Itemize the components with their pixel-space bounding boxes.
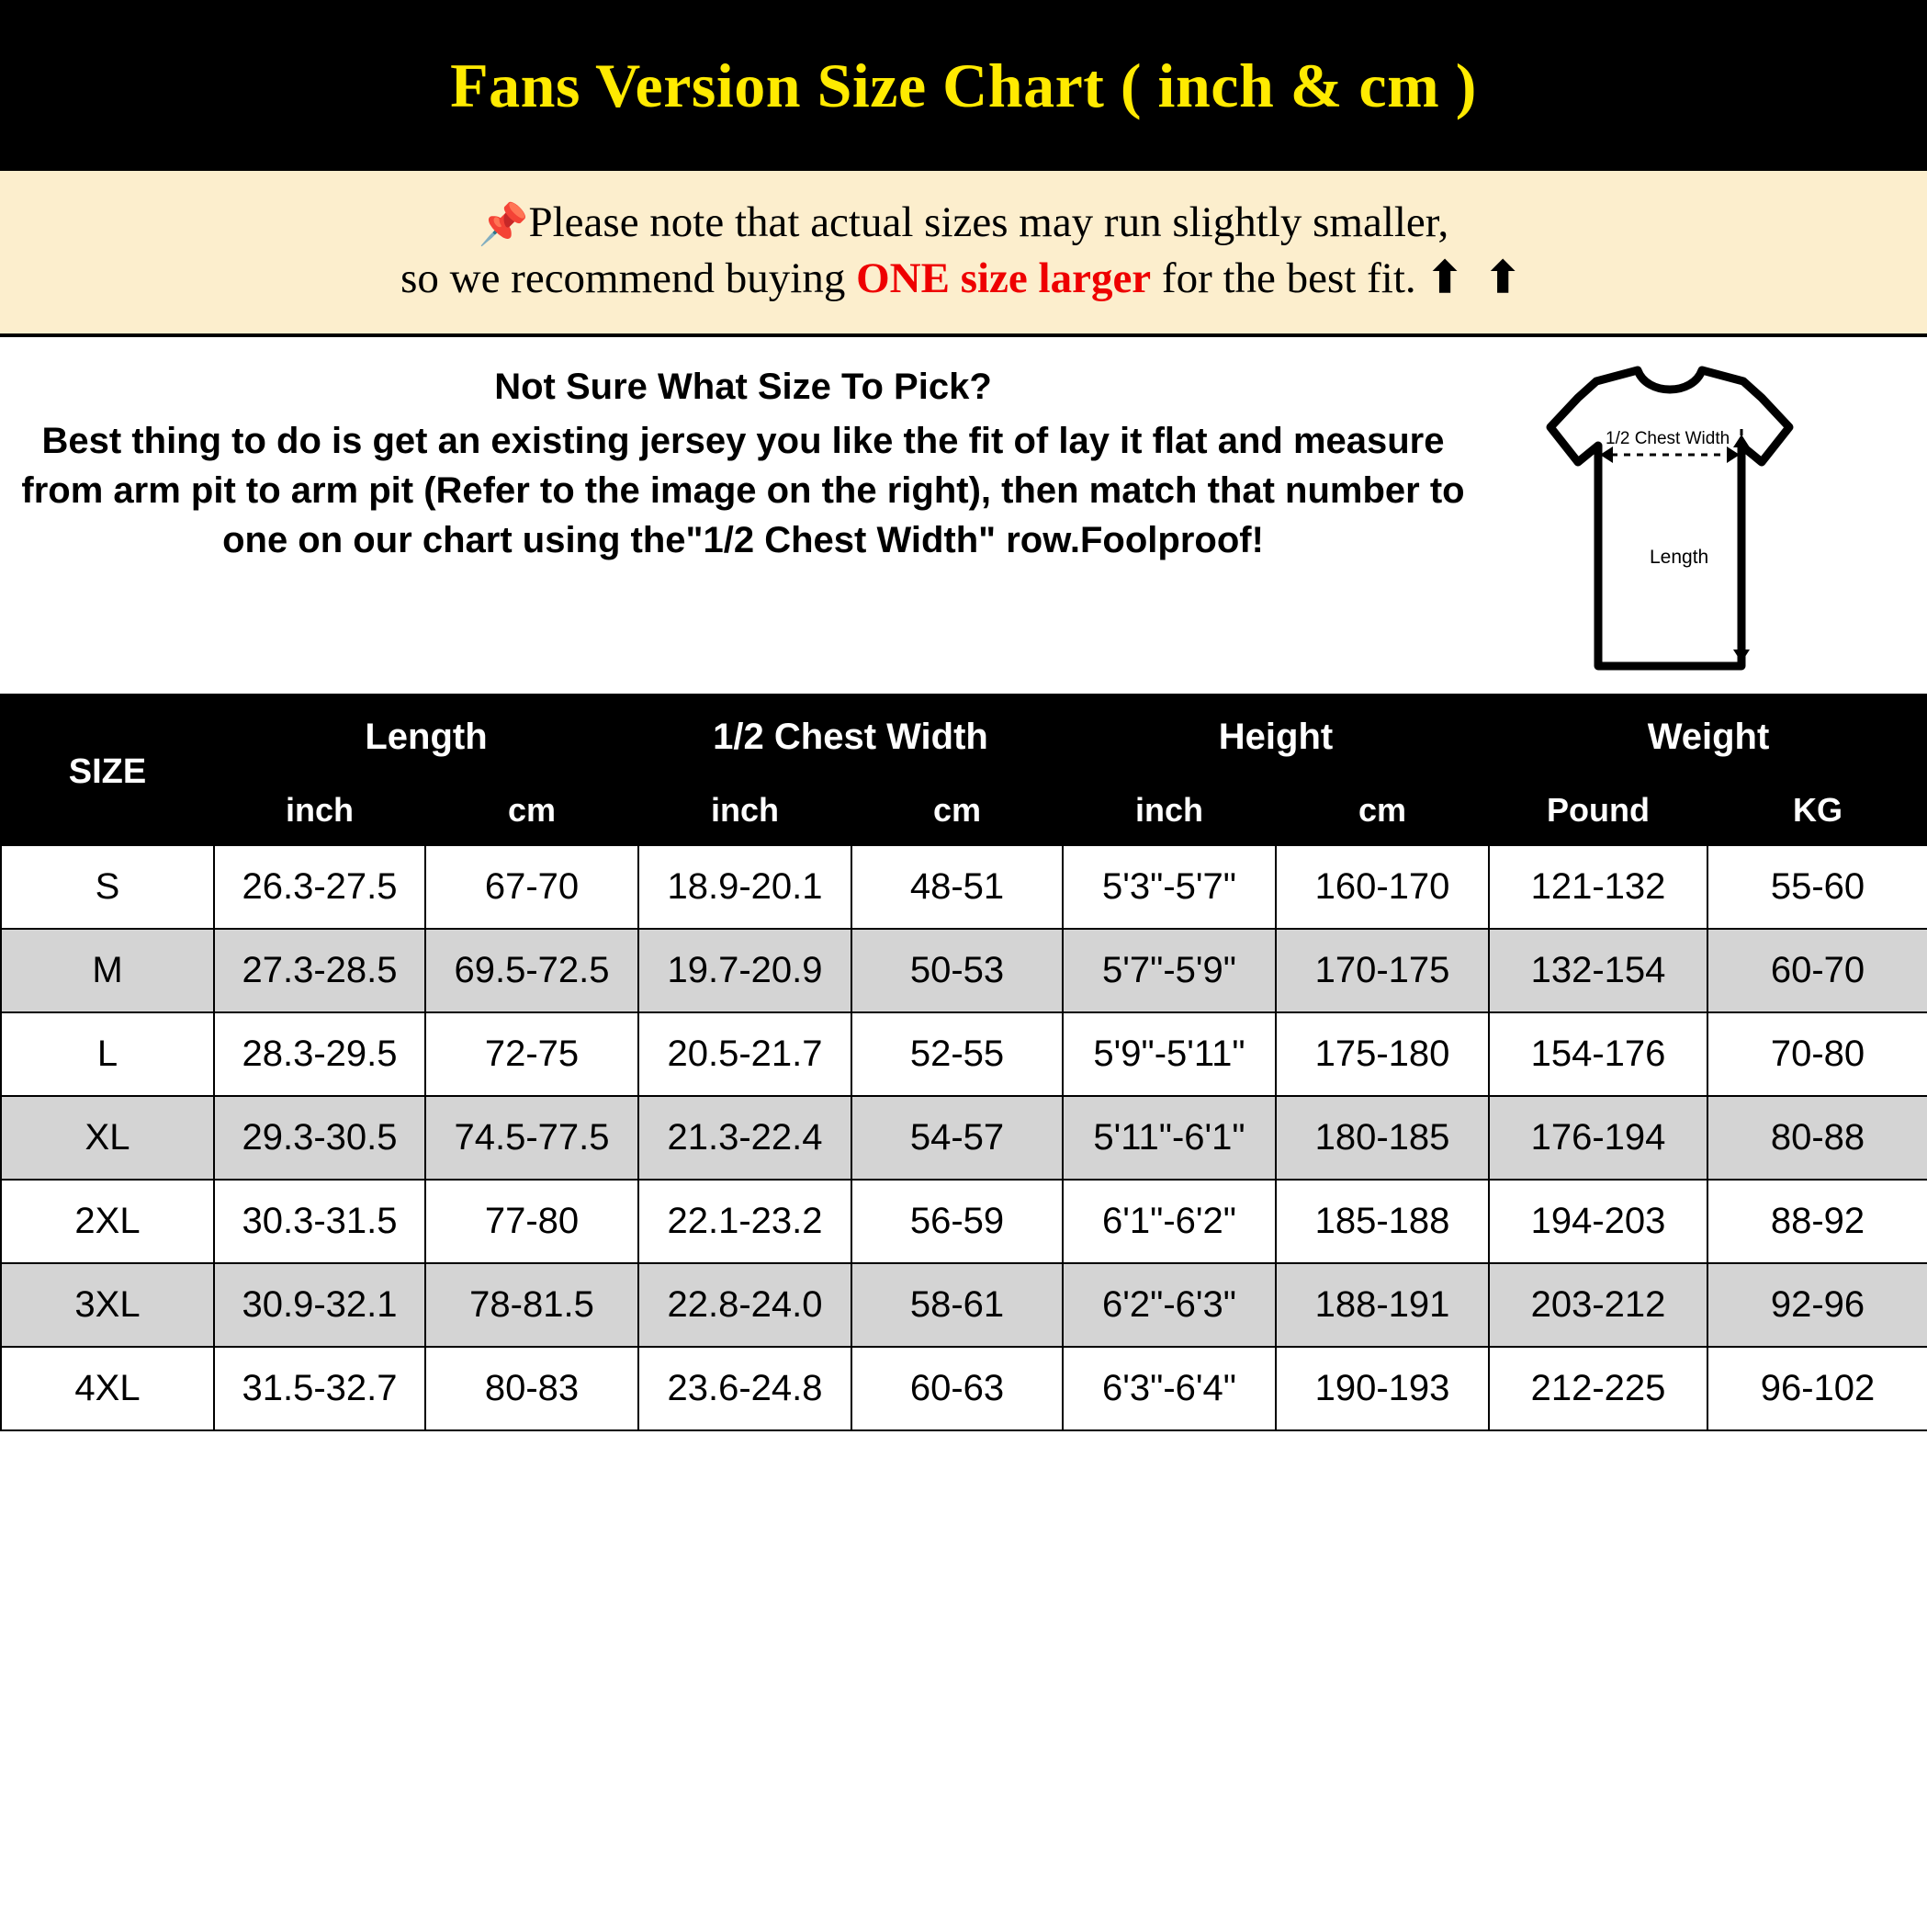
table-row	[1, 845, 1927, 929]
cell-weight-pound: 176-194	[1489, 1096, 1707, 1180]
table-group-header-row	[1, 699, 1927, 775]
cell-height-inch: 5'11"-6'1"	[1063, 1096, 1276, 1180]
cell-chest-inch: 22.1-23.2	[638, 1180, 851, 1263]
sizing-help-section	[0, 337, 1927, 698]
cell-height-cm: 170-175	[1276, 929, 1489, 1012]
table-row	[1, 1180, 1927, 1263]
chart-title-bar	[0, 0, 1927, 171]
cell-height-inch: 5'9"-5'11"	[1063, 1012, 1276, 1096]
cell-height-cm: 180-185	[1276, 1096, 1489, 1180]
table-row	[1, 1263, 1927, 1347]
header-height-inch: inch	[1063, 775, 1276, 845]
cell-chest-cm: 56-59	[851, 1180, 1063, 1263]
header-length-inch: inch	[214, 775, 425, 845]
cell-length-inch: 27.3-28.5	[214, 929, 425, 1012]
cell-weight-pound: 194-203	[1489, 1180, 1707, 1263]
chest-measure-label: 1/2 Chest Width	[1606, 429, 1730, 449]
table-body	[1, 845, 1927, 1430]
cell-length-cm: 69.5-72.5	[425, 929, 638, 1012]
up-arrows-icon: ⬆ ⬆	[1426, 254, 1527, 303]
cell-weight-kg: 96-102	[1707, 1347, 1927, 1430]
help-heading: Not Sure What Size To Pick?	[494, 367, 992, 408]
cell-chest-cm: 48-51	[851, 845, 1063, 929]
cell-chest-cm: 58-61	[851, 1263, 1063, 1347]
cell-size: 3XL	[1, 1263, 214, 1347]
header-height-cm: cm	[1276, 775, 1489, 845]
cell-height-cm: 190-193	[1276, 1347, 1489, 1430]
cell-length-cm: 78-81.5	[425, 1263, 638, 1347]
cell-size: L	[1, 1012, 214, 1096]
cell-chest-cm: 60-63	[851, 1347, 1063, 1430]
note-text-2b: for the best fit.	[1151, 254, 1416, 303]
header-group-length: Length	[214, 699, 638, 775]
cell-size: XL	[1, 1096, 214, 1180]
note-text-1: Please note that actual sizes may run slightly smaller,	[528, 198, 1449, 246]
header-weight-kg: KG	[1707, 775, 1927, 845]
cell-length-inch: 30.3-31.5	[214, 1180, 425, 1263]
cell-weight-pound: 212-225	[1489, 1347, 1707, 1430]
cell-chest-cm: 54-57	[851, 1096, 1063, 1180]
cell-height-cm: 175-180	[1276, 1012, 1489, 1096]
cell-height-inch: 6'1"-6'2"	[1063, 1180, 1276, 1263]
cell-weight-kg: 88-92	[1707, 1180, 1927, 1263]
tshirt-diagram	[1486, 357, 1927, 684]
cell-chest-inch: 22.8-24.0	[638, 1263, 851, 1347]
help-body: Best thing to do is get an existing jersey you like the fit of lay it flat and measure from arm pit to arm pit (Refer to the image on the right), then match that number to one on our chart using the"1/2 Chest Width" row.Foolproof!	[21, 421, 1465, 560]
cell-length-inch: 26.3-27.5	[214, 845, 425, 929]
cell-length-inch: 29.3-30.5	[214, 1096, 425, 1180]
header-chest-cm: cm	[851, 775, 1063, 845]
cell-size: 4XL	[1, 1347, 214, 1430]
page-title: Fans Version Size Chart ( inch & cm )	[450, 50, 1477, 120]
header-chest-inch: inch	[638, 775, 851, 845]
cell-chest-cm: 52-55	[851, 1012, 1063, 1096]
cell-weight-pound: 132-154	[1489, 929, 1707, 1012]
cell-length-cm: 72-75	[425, 1012, 638, 1096]
header-length-cm: cm	[425, 775, 638, 845]
header-group-height: Height	[1063, 699, 1489, 775]
cell-height-inch: 5'7"-5'9"	[1063, 929, 1276, 1012]
cell-height-cm: 185-188	[1276, 1180, 1489, 1263]
cell-height-cm: 160-170	[1276, 845, 1489, 929]
cell-size: M	[1, 929, 214, 1012]
header-weight-pound: Pound	[1489, 775, 1707, 845]
pushpin-icon: 📌	[478, 202, 529, 247]
size-chart-table	[0, 698, 1927, 1431]
cell-length-cm: 67-70	[425, 845, 638, 929]
cell-chest-inch: 20.5-21.7	[638, 1012, 851, 1096]
cell-length-cm: 80-83	[425, 1347, 638, 1430]
cell-height-cm: 188-191	[1276, 1263, 1489, 1347]
cell-chest-inch: 21.3-22.4	[638, 1096, 851, 1180]
length-measure-label: Length	[1650, 547, 1709, 569]
cell-weight-pound: 203-212	[1489, 1263, 1707, 1347]
cell-chest-cm: 50-53	[851, 929, 1063, 1012]
table-head	[1, 699, 1927, 845]
cell-size: 2XL	[1, 1180, 214, 1263]
note-emphasis: ONE size larger	[856, 254, 1152, 303]
cell-chest-inch: 23.6-24.8	[638, 1347, 851, 1430]
cell-weight-kg: 55-60	[1707, 845, 1927, 929]
table-unit-header-row	[1, 775, 1927, 845]
cell-length-inch: 30.9-32.1	[214, 1263, 425, 1347]
note-line-1	[28, 195, 1899, 251]
tshirt-icon	[1486, 363, 1854, 684]
table-row	[1, 1096, 1927, 1180]
cell-weight-kg: 92-96	[1707, 1263, 1927, 1347]
cell-length-cm: 77-80	[425, 1180, 638, 1263]
table-row	[1, 1012, 1927, 1096]
header-group-chest: 1/2 Chest Width	[638, 699, 1063, 775]
cell-length-inch: 28.3-29.5	[214, 1012, 425, 1096]
cell-height-inch: 5'3"-5'7"	[1063, 845, 1276, 929]
header-group-weight: Weight	[1489, 699, 1927, 775]
cell-height-inch: 6'2"-6'3"	[1063, 1263, 1276, 1347]
cell-length-inch: 31.5-32.7	[214, 1347, 425, 1430]
cell-chest-inch: 19.7-20.9	[638, 929, 851, 1012]
cell-weight-pound: 154-176	[1489, 1012, 1707, 1096]
size-note-banner	[0, 171, 1927, 337]
cell-weight-kg: 80-88	[1707, 1096, 1927, 1180]
note-line-2	[28, 251, 1899, 306]
cell-weight-kg: 60-70	[1707, 929, 1927, 1012]
cell-chest-inch: 18.9-20.1	[638, 845, 851, 929]
note-text-2a: so we recommend buying	[400, 254, 857, 303]
sizing-help-text	[0, 357, 1486, 565]
cell-height-inch: 6'3"-6'4"	[1063, 1347, 1276, 1430]
cell-weight-kg: 70-80	[1707, 1012, 1927, 1096]
header-size: SIZE	[1, 699, 214, 845]
cell-length-cm: 74.5-77.5	[425, 1096, 638, 1180]
cell-weight-pound: 121-132	[1489, 845, 1707, 929]
table-row	[1, 929, 1927, 1012]
cell-size: S	[1, 845, 214, 929]
table-row	[1, 1347, 1927, 1430]
